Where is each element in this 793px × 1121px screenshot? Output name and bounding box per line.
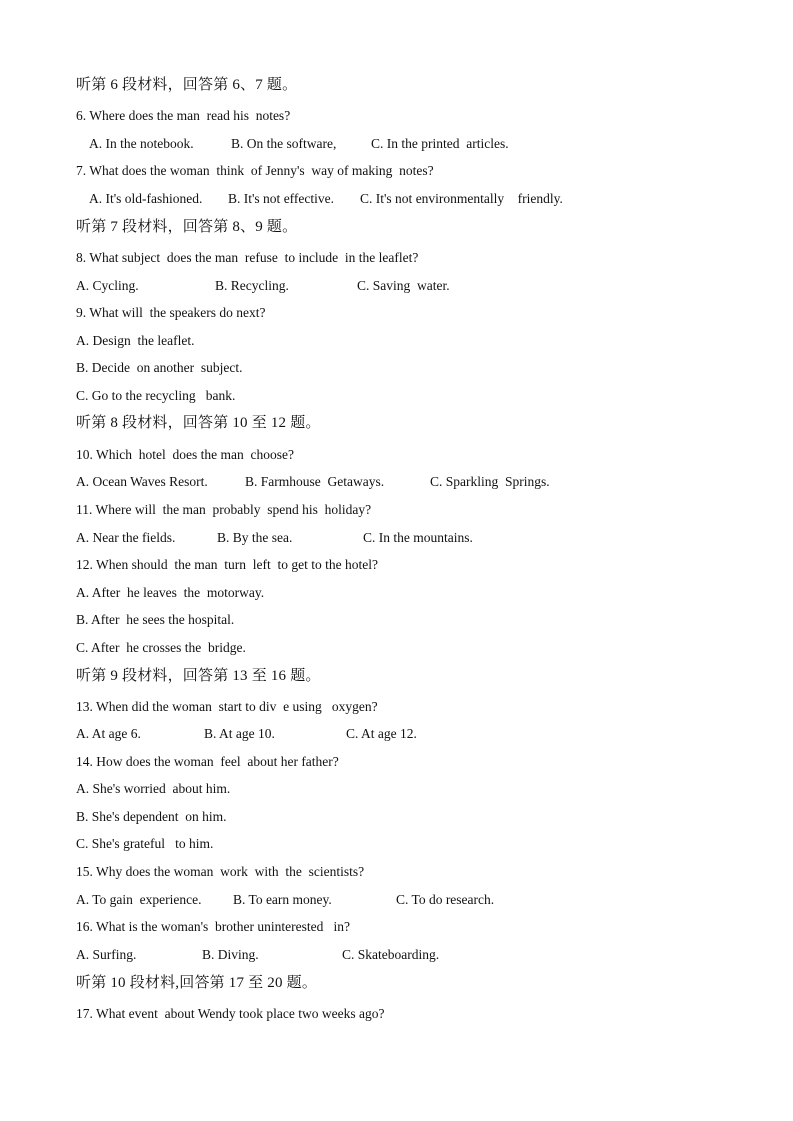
question-12-option-b: B. After he sees the hospital. <box>76 612 235 627</box>
option-a: A. Ocean Waves Resort. <box>76 474 208 489</box>
question-17: 17. What event about Wendy took place two weeks ago? <box>76 1006 385 1021</box>
option-b: B. Recycling. <box>215 278 289 293</box>
option-b: B. Diving. <box>202 947 259 962</box>
question-9: 9. What will the speakers do next? <box>76 305 266 320</box>
option-c: C. Skateboarding. <box>342 947 440 962</box>
question-10: 10. Which hotel does the man choose? <box>76 447 294 462</box>
section-heading: 听第 8 段材料，回答第 10 至 12 题。 <box>76 415 321 431</box>
question-7: 7. What does the woman think of Jenny's way of making notes? <box>76 163 434 178</box>
option-a: A. To gain experience. <box>76 892 202 907</box>
question-13: 13. When did the woman start to div e using oxygen? <box>76 699 378 714</box>
option-c: C. Saving water. <box>357 278 450 293</box>
option-b: B. By the sea. <box>217 530 293 545</box>
question-14: 14. How does the woman feel about her father? <box>76 754 339 769</box>
question-15: 15. Why does the woman work with the scientists? <box>76 864 365 879</box>
section-heading: 听第 6 段材料，回答第 6、7 题。 <box>76 77 298 93</box>
option-c: C. To do research. <box>396 892 495 907</box>
option-b: B. At age 10. <box>204 726 275 741</box>
question-9-option-b: B. Decide on another subject. <box>76 360 243 375</box>
question-9-option-c: C. Go to the recycling bank. <box>76 388 236 403</box>
question-14-option-c: C. She's grateful to him. <box>76 836 214 851</box>
option-a: A. Cycling. <box>76 278 139 293</box>
question-8: 8. What subject does the man refuse to include in the leaflet? <box>76 250 419 265</box>
question-14-option-a: A. She's worried about him. <box>76 781 231 796</box>
question-16: 16. What is the woman's brother uninterested in? <box>76 919 350 934</box>
option-c: C. At age 12. <box>346 726 417 741</box>
option-b: B. On the software, <box>231 136 337 151</box>
question-14-option-b: B. She's dependent on him. <box>76 809 227 824</box>
option-a: A. It's old-fashioned. <box>89 191 203 206</box>
option-a: A. Surfing. <box>76 947 137 962</box>
section-heading: 听第 9 段材料，回答第 13 至 16 题。 <box>76 668 321 684</box>
option-c: C. In the mountains. <box>363 530 473 545</box>
option-a: A. Near the fields. <box>76 530 176 545</box>
section-heading: 听第 7 段材料，回答第 8、9 题。 <box>76 219 298 235</box>
option-b: B. Farmhouse Getaways. <box>245 474 385 489</box>
question-6: 6. Where does the man read his notes? <box>76 108 291 123</box>
option-c: C. In the printed articles. <box>371 136 509 151</box>
question-9-option-a: A. Design the leaflet. <box>76 333 195 348</box>
option-c: C. Sparkling Springs. <box>430 474 550 489</box>
option-c: C. It's not environmentally friendly. <box>360 191 563 206</box>
question-12: 12. When should the man turn left to get to the hotel? <box>76 557 378 572</box>
option-a: A. At age 6. <box>76 726 141 741</box>
option-a: A. In the notebook. <box>89 136 194 151</box>
section-heading: 听第 10 段材料,回答第 17 至 20 题。 <box>76 975 318 991</box>
question-11: 11. Where will the man probably spend his holiday? <box>76 502 372 517</box>
option-b: B. It's not effective. <box>228 191 335 206</box>
question-12-option-c: C. After he crosses the bridge. <box>76 640 246 655</box>
question-12-option-a: A. After he leaves the motorway. <box>76 585 265 600</box>
option-b: B. To earn money. <box>233 892 332 907</box>
